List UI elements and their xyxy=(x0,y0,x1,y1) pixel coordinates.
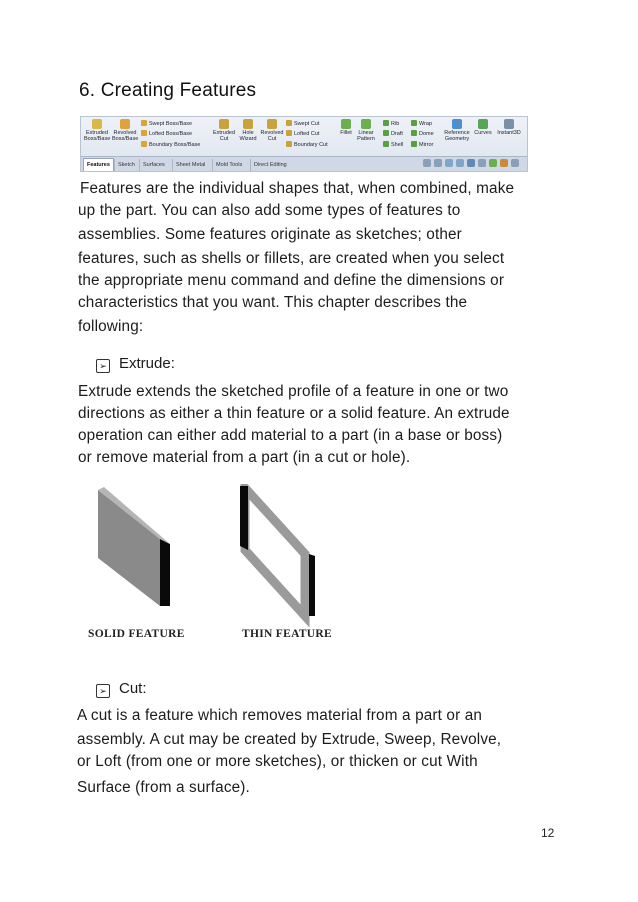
extruded-cut-tool[interactable] xyxy=(212,119,236,142)
bullet-extrude xyxy=(96,355,175,373)
lofted-boss-icon xyxy=(141,130,147,136)
wrap-tool[interactable]: Wrap xyxy=(411,120,432,128)
text-line: Extrude extends the sketched profile of a feature in one or two xyxy=(78,383,509,400)
revolved-boss-tool[interactable] xyxy=(112,119,138,142)
text-line: A cut is a feature which removes material from a part or an xyxy=(77,707,483,724)
wrap-icon xyxy=(411,120,417,126)
text-line: the appropriate menu command and define the dimensions or xyxy=(78,272,505,289)
bullet-cut xyxy=(96,680,147,698)
feature-illustration xyxy=(80,484,380,644)
thin-feature-shape xyxy=(240,486,315,616)
boundary-cut-icon xyxy=(286,141,292,147)
boundary-cut-tool[interactable]: Boundary Cut xyxy=(286,141,328,149)
tool-label: Extruded xyxy=(212,130,235,136)
swept-boss-tool[interactable]: Swept Boss/Base xyxy=(141,120,192,128)
swept-cut-icon xyxy=(286,120,292,126)
linear-pattern-tool[interactable] xyxy=(355,119,377,142)
boundary-boss-icon xyxy=(141,141,147,147)
page-title: 6. Creating Features xyxy=(79,80,257,101)
swept-boss-icon xyxy=(141,120,147,126)
text-line: following: xyxy=(78,318,144,335)
lofted-cut-icon xyxy=(286,130,292,136)
rib-icon xyxy=(383,120,389,126)
cut-paragraph xyxy=(77,705,501,799)
tool-label: Revolved xyxy=(113,130,137,136)
display-style-icon[interactable] xyxy=(467,159,475,167)
tool-label: Reference xyxy=(444,130,470,136)
solid-feature-caption: SOLID FEATURE xyxy=(88,628,185,640)
tab-mold-tools[interactable]: Mold Tools xyxy=(212,159,245,171)
bullet-label: Extrude: xyxy=(119,355,175,372)
revolved-boss-icon xyxy=(120,119,130,129)
tab-direct-editing[interactable]: Direct Editing xyxy=(250,159,290,171)
scene-icon[interactable] xyxy=(500,159,508,167)
tool-label: Instant3D xyxy=(497,130,521,136)
tool-label: Revolved xyxy=(260,130,284,136)
text-line: Surface (from a surface). xyxy=(77,779,250,796)
hole-wizard-tool[interactable] xyxy=(237,119,259,142)
text-line: up the part. You can also add some types of features to xyxy=(78,202,461,219)
text-line: characteristics that you want. This chapter describes the xyxy=(78,294,468,311)
tool-label: Wizard xyxy=(239,136,257,142)
text-line: or Loft (from one or more sketches), or thicken or cut With xyxy=(77,753,478,770)
text-line: features, such as shells or fillets, are created when you select xyxy=(78,250,505,267)
tool-label: Fillet xyxy=(340,130,352,136)
tool-label: Extruded xyxy=(85,130,108,136)
tool-label: Pattern xyxy=(357,136,375,142)
tool-label: Hole xyxy=(242,130,254,136)
tool-label: Cut xyxy=(219,136,229,142)
text-line: Features are the individual shapes that, when combined, make xyxy=(80,180,515,197)
solid-feature-shape xyxy=(98,487,170,606)
tab-sheet-metal[interactable]: Sheet Metal xyxy=(172,159,208,171)
tool-label: Curves xyxy=(474,130,492,136)
page-number: 12 xyxy=(541,826,555,840)
dome-icon xyxy=(411,130,417,136)
lofted-cut-tool[interactable]: Lofted Cut xyxy=(286,130,319,138)
mirror-tool[interactable]: Mirror xyxy=(411,141,433,149)
draft-icon xyxy=(383,130,389,136)
tool-label: Linear xyxy=(358,130,374,136)
arrow-box-icon: ➢ xyxy=(96,684,110,698)
shell-icon xyxy=(383,141,389,147)
tool-label: Geometry xyxy=(444,136,470,142)
text-line: assembly. A cut may be created by Extrude, Sweep, Revolve, xyxy=(77,731,502,748)
text-line: or remove material from a part (in a cut or hole). xyxy=(78,449,411,466)
fillet-icon xyxy=(341,119,351,129)
rib-tool[interactable]: Rib xyxy=(383,120,399,128)
hole-wizard-icon xyxy=(243,119,253,129)
shell-tool[interactable]: Shell xyxy=(383,141,403,149)
swept-cut-tool[interactable]: Swept Cut xyxy=(286,120,319,128)
ribbon-tab-bar xyxy=(81,156,527,171)
hide-show-icon[interactable] xyxy=(478,159,486,167)
tool-label: Boss/Base xyxy=(84,136,111,142)
curves-icon xyxy=(478,119,488,129)
draft-tool[interactable]: Draft xyxy=(383,130,403,138)
extruded-cut-icon xyxy=(219,119,229,129)
instant3d-icon xyxy=(504,119,514,129)
text-line: directions as either a thin feature or a solid feature. An extrude xyxy=(78,405,510,422)
revolved-cut-tool[interactable] xyxy=(260,119,284,142)
fillet-tool[interactable] xyxy=(338,119,354,136)
boundary-boss-tool[interactable]: Boundary Boss/Base xyxy=(141,141,200,149)
zoom-fit-icon[interactable] xyxy=(423,159,431,167)
text-line: assemblies. Some features originate as sketches; other xyxy=(78,226,462,243)
zoom-area-icon[interactable] xyxy=(434,159,442,167)
lofted-boss-tool[interactable]: Lofted Boss/Base xyxy=(141,130,192,138)
instant3d-tool[interactable] xyxy=(495,119,523,136)
view-settings-icon[interactable] xyxy=(511,159,519,167)
intro-paragraph xyxy=(78,178,514,338)
thin-feature-caption: THIN FEATURE xyxy=(242,628,332,640)
revolved-cut-icon xyxy=(267,119,277,129)
features-ribbon-toolbar xyxy=(80,116,528,172)
bullet-label: Cut: xyxy=(119,680,147,697)
mirror-icon xyxy=(411,141,417,147)
tab-surfaces[interactable]: Surfaces xyxy=(139,159,168,171)
arrow-box-icon: ➢ xyxy=(96,359,110,373)
tool-label: Cut xyxy=(267,136,277,142)
appearance-icon[interactable] xyxy=(489,159,497,167)
extruded-boss-tool[interactable] xyxy=(84,119,110,142)
extrude-paragraph xyxy=(78,381,510,469)
text-line: operation can either add material to a part (in a base or boss) xyxy=(78,427,503,444)
extruded-boss-icon xyxy=(92,119,102,129)
tab-features[interactable]: Features xyxy=(83,158,114,171)
view-toolbar xyxy=(423,159,519,169)
reference-geometry-icon xyxy=(452,119,462,129)
dome-tool[interactable]: Dome xyxy=(411,130,434,138)
view-orientation-icon[interactable] xyxy=(456,159,464,167)
linear-pattern-icon xyxy=(361,119,371,129)
reference-geometry-tool[interactable] xyxy=(443,119,471,142)
tab-sketch[interactable]: Sketch xyxy=(114,159,138,171)
curves-tool[interactable] xyxy=(473,119,493,136)
section-view-icon[interactable] xyxy=(445,159,453,167)
tool-label: Boss/Base xyxy=(112,136,139,142)
